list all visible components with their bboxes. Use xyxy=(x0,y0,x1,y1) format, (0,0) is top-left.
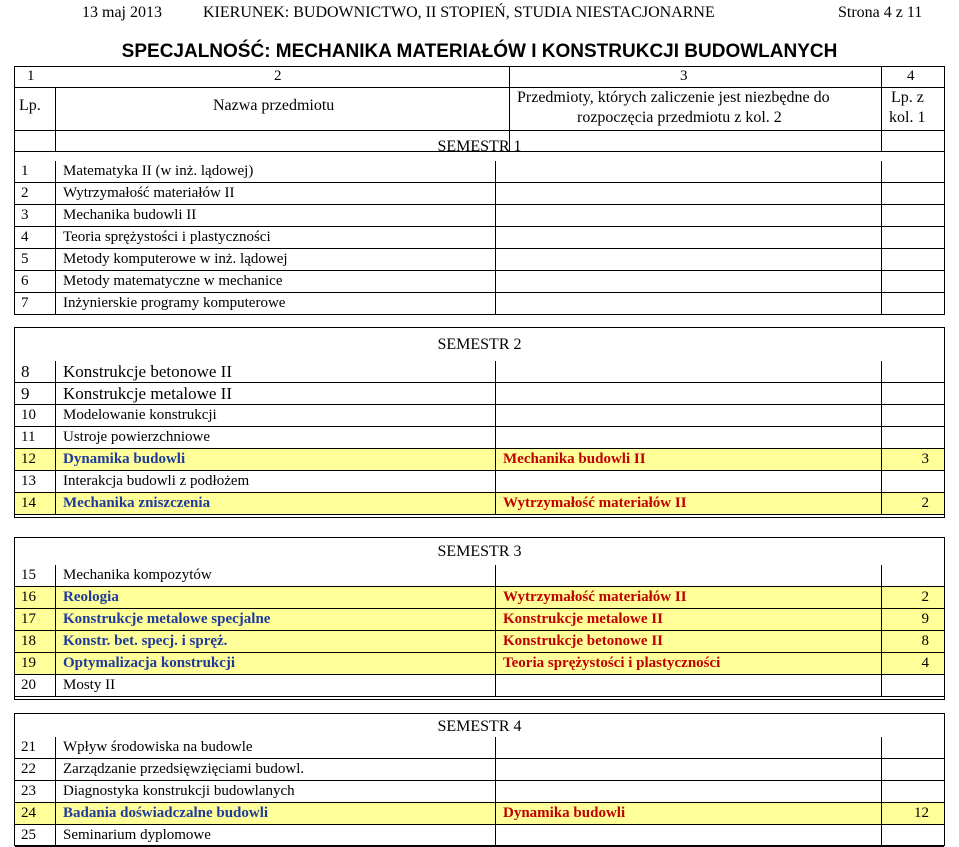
table-row xyxy=(15,205,944,227)
col-lp: Lp. xyxy=(19,97,41,114)
col-subject-name: Nazwa przedmiotu xyxy=(213,97,335,114)
row-number: 21 xyxy=(21,739,36,755)
table-row xyxy=(15,427,944,449)
prerequisite-subject: Teoria sprężystości i plastyczności xyxy=(503,655,721,671)
subject-name: Zarządzanie przedsięwzięciami budowl. xyxy=(63,761,305,777)
table-row xyxy=(15,227,944,249)
row-number: 1 xyxy=(21,163,29,179)
subject-name: Interakcja budowli z podłożem xyxy=(63,473,250,489)
row-number: 22 xyxy=(21,761,36,777)
row-number: 3 xyxy=(21,207,29,223)
table-row xyxy=(15,161,944,183)
col-num-1: 1 xyxy=(27,68,35,84)
table-row xyxy=(15,361,944,383)
semester-label: SEMESTR 4 xyxy=(437,718,522,735)
row-number: 13 xyxy=(21,473,36,489)
table-row xyxy=(15,803,944,825)
table-row xyxy=(15,249,944,271)
prerequisite-lp: 12 xyxy=(914,805,929,821)
col-lp-ref-line2: kol. 1 xyxy=(889,109,926,126)
row-number: 8 xyxy=(21,362,30,381)
row-number: 14 xyxy=(21,495,36,511)
subject-name: Mechanika budowli II xyxy=(63,207,197,223)
table-row xyxy=(15,493,944,515)
subject-name: Diagnostyka konstrukcji budowlanych xyxy=(63,783,295,799)
subject-name: Ustroje powierzchniowe xyxy=(63,429,211,445)
prerequisite-lp: 8 xyxy=(921,633,929,649)
prerequisite-subject: Konstrukcje betonowe II xyxy=(503,633,663,649)
page-title: SPECJALNOŚĆ: MECHANIKA MATERIAŁÓW I KONSTRUKCJI BUDOWLANYCH xyxy=(121,41,838,62)
row-number: 16 xyxy=(21,589,36,605)
subject-name: Wpływ środowiska na budowle xyxy=(63,739,253,755)
table-row xyxy=(15,653,944,675)
subject-name: Teoria sprężystości i plastyczności xyxy=(63,229,271,245)
row-number: 20 xyxy=(21,677,36,693)
col-prereq-line2: rozpoczęcia przedmiotu z kol. 2 xyxy=(577,109,782,126)
subject-name: Matematyka II (w inż. lądowej) xyxy=(63,163,254,179)
prerequisite-subject: Wytrzymałość materiałów II xyxy=(503,589,687,605)
subject-name: Seminarium dyplomowe xyxy=(63,827,211,843)
table-row xyxy=(15,675,944,697)
semester-4-table xyxy=(14,713,945,846)
table-row xyxy=(15,565,944,587)
table-row xyxy=(15,271,944,293)
subject-name: Konstr. bet. specj. i spręż. xyxy=(63,633,228,649)
table-row xyxy=(15,737,944,759)
table-row xyxy=(15,405,944,427)
row-number: 24 xyxy=(21,805,36,821)
subject-name: Badania doświadczalne budowli xyxy=(63,805,269,821)
row-number: 5 xyxy=(21,251,29,267)
subject-name: Reologia xyxy=(63,589,119,605)
col-num-3: 3 xyxy=(680,68,688,84)
row-number: 19 xyxy=(21,655,36,671)
table-row xyxy=(15,383,944,405)
table-row xyxy=(15,449,944,471)
table-row xyxy=(15,609,944,631)
col-prereq-line1: Przedmioty, których zaliczenie jest niezbędne do xyxy=(517,89,830,106)
table-row xyxy=(15,781,944,803)
header-program: KIERUNEK: BUDOWNICTWO, II STOPIEŃ, STUDIA NIESTACJONARNE xyxy=(203,4,715,21)
subject-name: Wytrzymałość materiałów II xyxy=(63,185,235,201)
subject-name: Mechanika kompozytów xyxy=(63,567,212,583)
semester-2-table xyxy=(14,327,945,518)
row-number: 7 xyxy=(21,295,29,311)
prerequisite-lp: 4 xyxy=(921,655,929,671)
subject-name: Mechanika zniszczenia xyxy=(63,495,211,511)
row-number: 10 xyxy=(21,407,36,423)
row-number: 2 xyxy=(21,185,29,201)
subject-name: Modelowanie konstrukcji xyxy=(63,407,217,423)
semester-3-table xyxy=(14,537,945,700)
col-num-4: 4 xyxy=(907,68,915,84)
col-lp-ref-line1: Lp. z xyxy=(891,89,924,106)
prerequisite-lp: 2 xyxy=(921,495,929,511)
semester-label: SEMESTR 3 xyxy=(437,543,522,560)
table-row xyxy=(15,825,944,847)
row-number: 4 xyxy=(21,229,29,245)
prerequisite-subject: Wytrzymałość materiałów II xyxy=(503,495,687,511)
row-number: 25 xyxy=(21,827,36,843)
semester-label: SEMESTR 2 xyxy=(437,336,522,353)
semester-1-table xyxy=(14,130,945,315)
row-number: 11 xyxy=(21,429,36,445)
table-row xyxy=(15,293,944,315)
row-number: 12 xyxy=(21,451,36,467)
table-row xyxy=(15,587,944,609)
subject-name: Metody matematyczne w mechanice xyxy=(63,273,283,289)
prerequisite-lp: 2 xyxy=(921,589,929,605)
prerequisite-lp: 9 xyxy=(921,611,929,627)
row-number: 18 xyxy=(21,633,36,649)
row-number: 15 xyxy=(21,567,36,583)
subject-name: Konstrukcje betonowe II xyxy=(63,362,233,381)
prerequisite-lp: 3 xyxy=(921,451,929,467)
table-row xyxy=(15,183,944,205)
subject-name: Konstrukcje metalowe specjalne xyxy=(63,611,271,627)
semester-label: SEMESTR 1 xyxy=(437,138,522,155)
row-number: 23 xyxy=(21,783,36,799)
table-row xyxy=(15,471,944,493)
subject-name: Mosty II xyxy=(63,677,116,693)
row-number: 6 xyxy=(21,273,29,289)
header-date: 13 maj 2013 xyxy=(82,4,162,21)
subject-name: Metody komputerowe w inż. lądowej xyxy=(63,251,288,267)
prerequisite-subject: Mechanika budowli II xyxy=(503,451,646,467)
table-row xyxy=(15,631,944,653)
subject-name: Dynamika budowli xyxy=(63,451,186,467)
header-page-number: Strona 4 z 11 xyxy=(838,4,923,21)
subject-name: Optymalizacja konstrukcji xyxy=(63,655,236,671)
page-header xyxy=(0,4,959,24)
row-number: 17 xyxy=(21,611,36,627)
subject-name: Inżynierskie programy komputerowe xyxy=(63,295,286,311)
subject-name: Konstrukcje metalowe II xyxy=(63,384,232,403)
col-num-2: 2 xyxy=(274,68,282,84)
row-number: 9 xyxy=(21,384,30,403)
table-row xyxy=(15,759,944,781)
prerequisite-subject: Konstrukcje metalowe II xyxy=(503,611,663,627)
prerequisite-subject: Dynamika budowli xyxy=(503,805,626,821)
